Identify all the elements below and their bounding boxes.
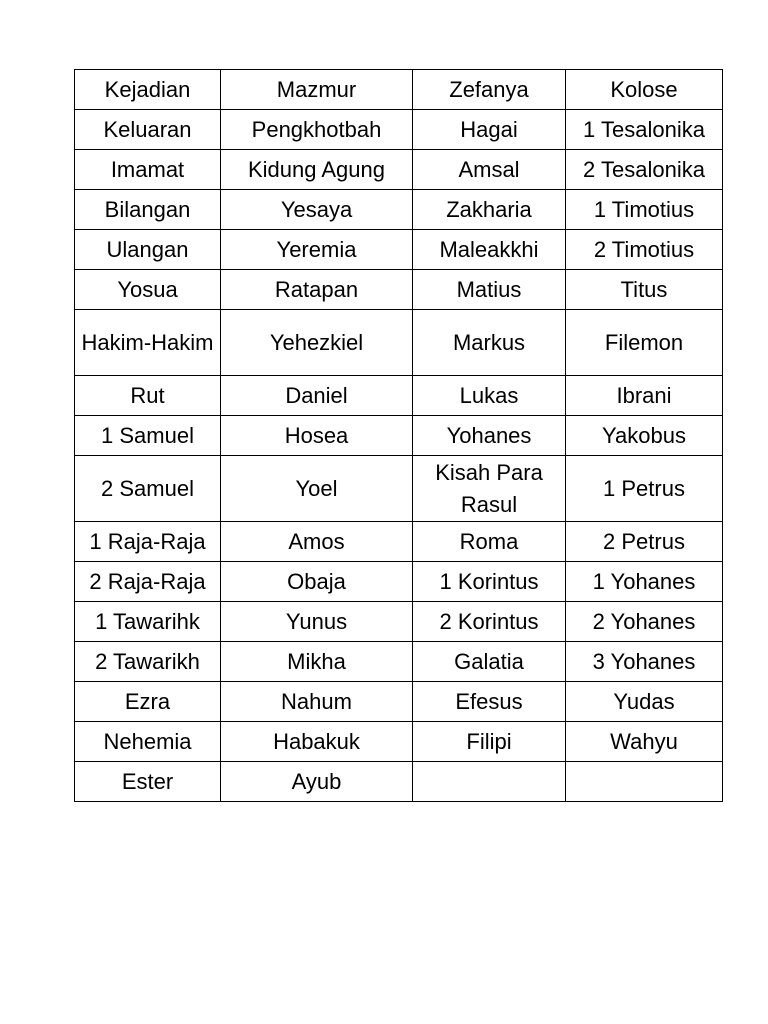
table-cell: Wahyu (566, 722, 723, 762)
table-cell: 2 Raja-Raja (75, 562, 221, 602)
table-cell: Yosua (75, 270, 221, 310)
table-cell (413, 762, 566, 802)
table-cell: Lukas (413, 376, 566, 416)
table-cell: Markus (413, 310, 566, 376)
table-cell: Ezra (75, 682, 221, 722)
table-cell: Yakobus (566, 416, 723, 456)
table-cell: Maleakkhi (413, 230, 566, 270)
table-cell: Yeremia (221, 230, 413, 270)
table-cell: Yunus (221, 602, 413, 642)
table-cell: Nehemia (75, 722, 221, 762)
table-cell: Yudas (566, 682, 723, 722)
table-cell: 1 Yohanes (566, 562, 723, 602)
table-row (75, 190, 723, 230)
table-cell: Filipi (413, 722, 566, 762)
table-row (75, 110, 723, 150)
table-row (75, 682, 723, 722)
table-cell: 1 Timotius (566, 190, 723, 230)
table-cell: Titus (566, 270, 723, 310)
table-cell: 2 Tesalonika (566, 150, 723, 190)
table-cell: 1 Tawarihk (75, 602, 221, 642)
table-cell: 1 Samuel (75, 416, 221, 456)
table-cell: 2 Yohanes (566, 602, 723, 642)
table-cell: Yehezkiel (221, 310, 413, 376)
table-cell: Filemon (566, 310, 723, 376)
table-cell: Yohanes (413, 416, 566, 456)
table-row (75, 416, 723, 456)
table-cell: Ester (75, 762, 221, 802)
table-cell: Kisah Para Rasul (413, 456, 566, 522)
table-row (75, 562, 723, 602)
table-cell: Ulangan (75, 230, 221, 270)
table-cell: Keluaran (75, 110, 221, 150)
table-cell: Ayub (221, 762, 413, 802)
table-cell: Obaja (221, 562, 413, 602)
table-row (75, 456, 723, 522)
table-cell: Mazmur (221, 70, 413, 110)
table-row (75, 602, 723, 642)
table-row (75, 310, 723, 376)
table-cell: Amsal (413, 150, 566, 190)
table-cell: Zefanya (413, 70, 566, 110)
table-cell: Imamat (75, 150, 221, 190)
table-cell: Daniel (221, 376, 413, 416)
table-row (75, 722, 723, 762)
table-cell: Rut (75, 376, 221, 416)
table-cell: Hakim-Hakim (75, 310, 221, 376)
table-cell: 2 Timotius (566, 230, 723, 270)
table-cell: Roma (413, 522, 566, 562)
table-cell: 2 Samuel (75, 456, 221, 522)
table-cell: 3 Yohanes (566, 642, 723, 682)
table-cell: Habakuk (221, 722, 413, 762)
table-cell: Hagai (413, 110, 566, 150)
table-row (75, 230, 723, 270)
table-row (75, 642, 723, 682)
table-cell: Pengkhotbah (221, 110, 413, 150)
table-cell: Hosea (221, 416, 413, 456)
table-cell: Ratapan (221, 270, 413, 310)
table-cell: Matius (413, 270, 566, 310)
table-cell: 1 Raja-Raja (75, 522, 221, 562)
table-cell: Yesaya (221, 190, 413, 230)
table-cell: Amos (221, 522, 413, 562)
table-row (75, 70, 723, 110)
table-row (75, 150, 723, 190)
table-cell: Kejadian (75, 70, 221, 110)
table-cell: Kolose (566, 70, 723, 110)
table-cell: Bilangan (75, 190, 221, 230)
table-cell: 1 Tesalonika (566, 110, 723, 150)
table-cell: 2 Korintus (413, 602, 566, 642)
table-cell: 2 Tawarikh (75, 642, 221, 682)
bible-books-table (74, 69, 723, 802)
table-cell: Mikha (221, 642, 413, 682)
table-cell: Zakharia (413, 190, 566, 230)
table-cell: Ibrani (566, 376, 723, 416)
table-cell: 1 Petrus (566, 456, 723, 522)
table-cell (566, 762, 723, 802)
table-cell: Kidung Agung (221, 150, 413, 190)
table-cell: Galatia (413, 642, 566, 682)
table-cell: Nahum (221, 682, 413, 722)
table-row (75, 762, 723, 802)
table-cell: 1 Korintus (413, 562, 566, 602)
table-cell: Efesus (413, 682, 566, 722)
table-row (75, 376, 723, 416)
table-cell: 2 Petrus (566, 522, 723, 562)
table-row (75, 522, 723, 562)
table-cell: Yoel (221, 456, 413, 522)
table-row (75, 270, 723, 310)
